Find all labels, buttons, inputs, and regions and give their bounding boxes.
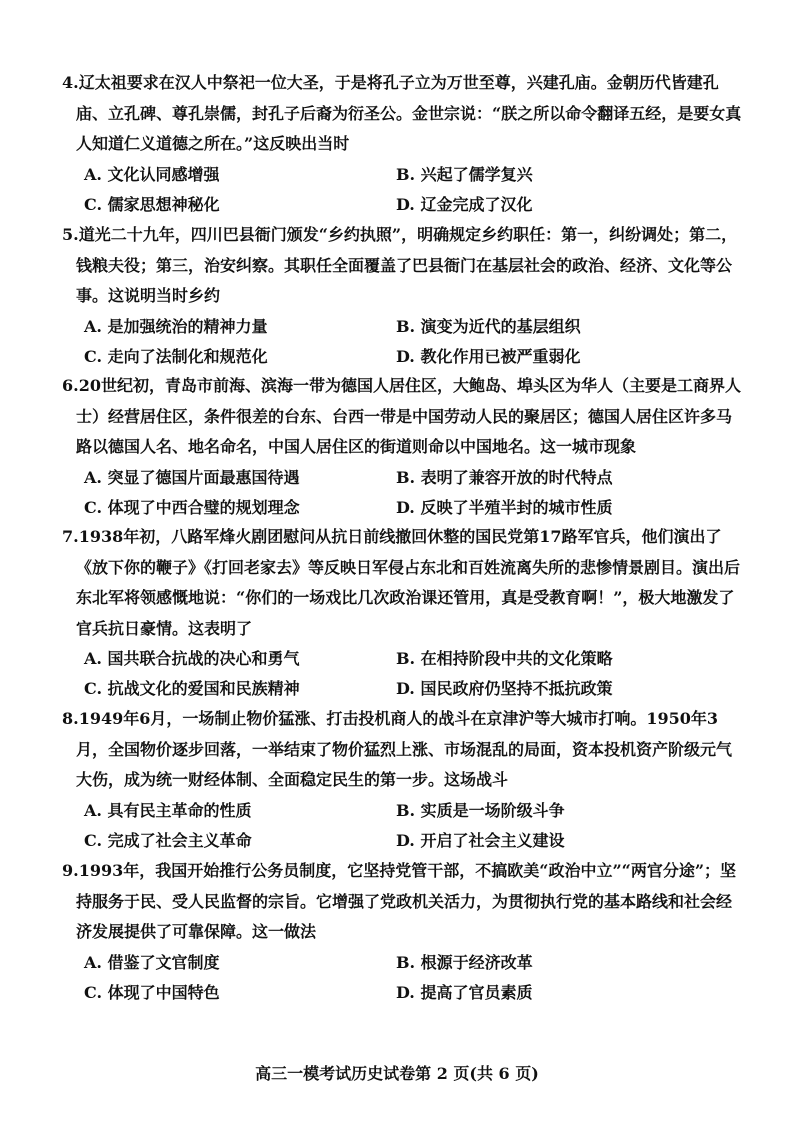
question-stem: 5.道光二十九年，四川巴县衙门颁发“乡约执照”，明确规定乡约职任：第一，纠纷调处；第二，钱粮夫役；第三，治安纠察。其职任全面覆盖了巴县衙门在基层社会的政治、经济、文化等公事。这说明当时乡约 bbox=[62, 225, 738, 305]
option-b[interactable]: B. 表明了兼容开放的时代特点 bbox=[396, 467, 613, 487]
option-a[interactable]: A. 是加强统治的精神力量 bbox=[84, 316, 268, 336]
options bbox=[84, 160, 742, 221]
question-stem: 4.辽太祖要求在汉人中祭祀一位大圣，于是将孔子立为万世至尊，兴建孔庙。金朝历代皆建孔庙、立孔碑、尊孔崇儒，封孔子后裔为衍圣公。金世宗说：“朕之所以命令翻译五经，是要女真人知道仁义道德之所在。”这反映出当时 bbox=[62, 73, 742, 153]
option-a[interactable]: A. 借鉴了文官制度 bbox=[84, 952, 220, 972]
question-6 bbox=[62, 371, 742, 524]
option-d[interactable]: D. 反映了半殖半封的城市性质 bbox=[396, 497, 613, 517]
question-stem: 9.1993年，我国开始推行公务员制度，它坚持党管干部，不搞欧美“政治中立”“两官分途”；坚持服务于民、受人民监督的宗旨。它增强了党政机关活力，为贯彻执行党的基本路线和社会经济发展提供了可靠保障。这一做法 bbox=[62, 861, 737, 941]
option-b[interactable]: B. 实质是一场阶级斗争 bbox=[396, 800, 565, 820]
option-b[interactable]: B. 演变为近代的基层组织 bbox=[396, 316, 581, 336]
question-9 bbox=[62, 856, 742, 1009]
question-stem: 8.1949年6月，一场制止物价猛涨、打击投机商人的战斗在京津沪等大城市打响。1950年3月，全国物价逐步回落，一举结束了物价猛烈上涨、市场混乱的局面，资本投机资产阶级元气大伤，成为统一财经体制、全面稳定民生的第一步。这场战斗 bbox=[62, 709, 733, 789]
options bbox=[84, 644, 742, 705]
option-b[interactable]: B. 根源于经济改革 bbox=[396, 952, 533, 972]
page-footer: 高三一模考试历史试卷第 2 页(共 6 页) bbox=[255, 1064, 539, 1083]
option-b[interactable]: B. 在相持阶段中共的文化策略 bbox=[396, 649, 613, 668]
option-b[interactable]: B. 兴起了儒学复兴 bbox=[396, 164, 533, 184]
option-a[interactable]: A. 国共联合抗战的决心和勇气 bbox=[84, 649, 300, 668]
option-a[interactable]: A. 突显了德国片面最惠国待遇 bbox=[84, 467, 300, 487]
question-stem: 6.20世纪初，青岛市前海、滨海一带为德国人居住区，大鲍岛、埠头区为华人（主要是工商界人士）经营居住区，条件很差的台东、台西一带是中国劳动人民的聚居区；德国人居住区许多马路以德国人名、地名命名，中国人居住区的街道则命以中国地名。这一城市现象 bbox=[62, 376, 741, 456]
option-a[interactable]: A. 具有民主革命的性质 bbox=[84, 800, 252, 820]
question-stem: 7.1938年初，八路军烽火剧团慰问从抗日前线撤回休整的国民党第17路军官兵，他们演出了《放下你的鞭子》《打回老家去》等反映日军侵占东北和百姓流离失所的悲惨情景剧目。演出后东北军将领感慨地说：“你们的一场戏比几次政治课还管用，真是受教育啊！”，极大地激发了官兵抗日豪情。这表明了 bbox=[62, 527, 741, 638]
option-c[interactable]: C. 儒家思想神秘化 bbox=[84, 194, 220, 214]
option-d[interactable]: D. 教化作用已被严重弱化 bbox=[396, 346, 581, 366]
option-d[interactable]: D. 国民政府仍坚持不抵抗政策 bbox=[396, 679, 613, 698]
option-a[interactable]: A. 文化认同感增强 bbox=[84, 164, 220, 184]
question-5 bbox=[62, 220, 742, 373]
option-d[interactable]: D. 开启了社会主义建设 bbox=[396, 830, 565, 850]
options bbox=[84, 796, 742, 857]
option-c[interactable]: C. 走向了法制化和规范化 bbox=[84, 346, 268, 366]
option-d[interactable]: D. 提高了官员素质 bbox=[396, 982, 533, 1002]
option-c[interactable]: C. 抗战文化的爱国和民族精神 bbox=[84, 679, 300, 698]
option-c[interactable]: C. 体现了中西合璧的规划理念 bbox=[84, 497, 300, 517]
options bbox=[84, 463, 742, 524]
options bbox=[84, 948, 742, 1009]
question-8 bbox=[62, 704, 742, 857]
question-4 bbox=[62, 68, 742, 221]
option-d[interactable]: D. 辽金完成了汉化 bbox=[396, 194, 533, 214]
question-7 bbox=[62, 522, 742, 705]
option-c[interactable]: C. 体现了中国特色 bbox=[84, 982, 220, 1002]
options bbox=[84, 312, 742, 373]
option-c[interactable]: C. 完成了社会主义革命 bbox=[84, 830, 252, 850]
